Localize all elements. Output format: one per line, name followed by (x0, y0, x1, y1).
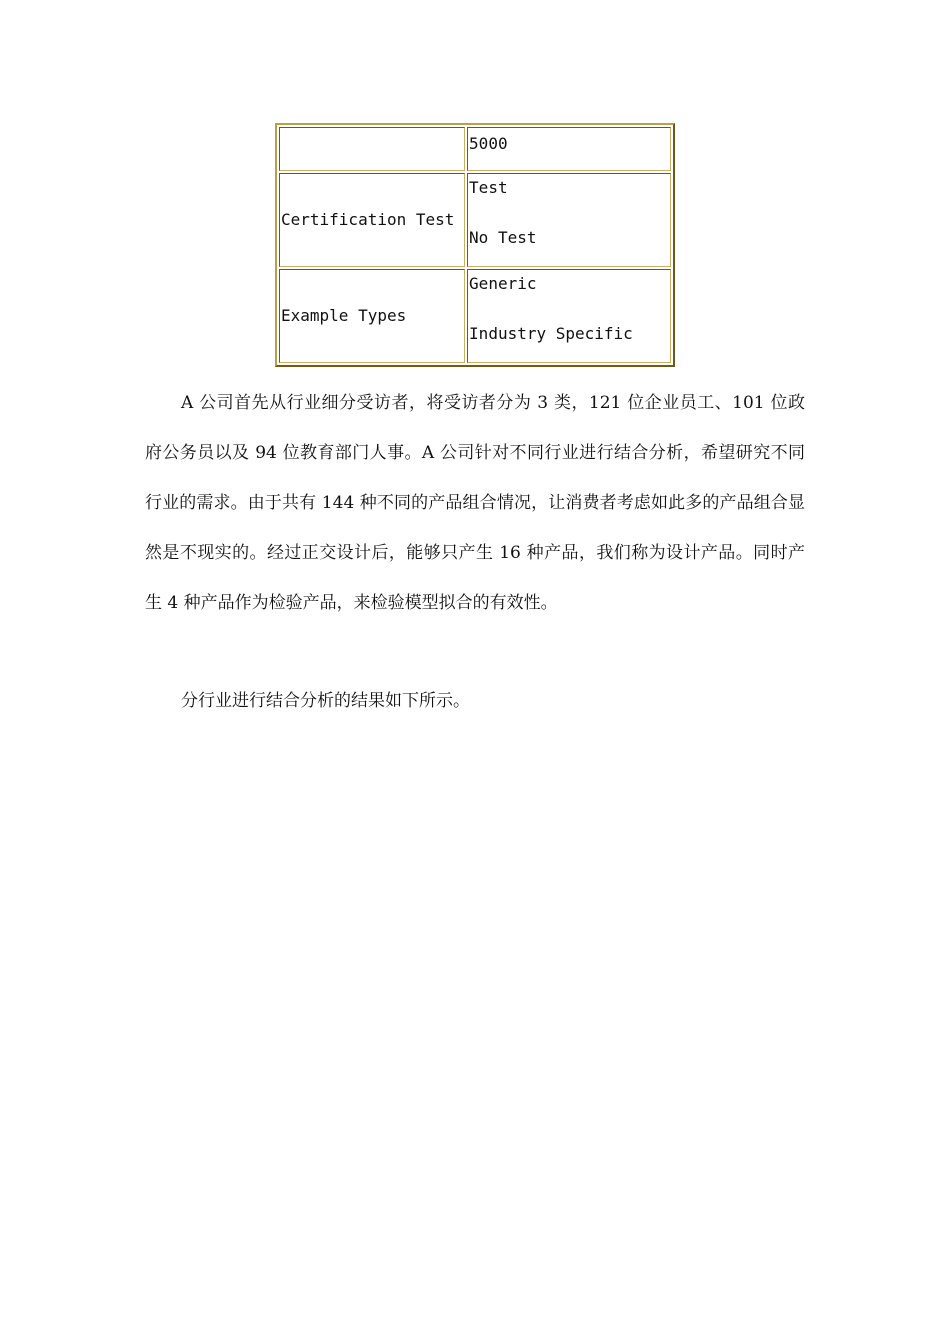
attribute-value-cell (467, 173, 671, 267)
attribute-level: 5000 (469, 134, 508, 153)
body-paragraph: A 公司首先从行业细分受访者，将受访者分为 3 类，121 位企业员工、101 位政府公务员以及 94 位教育部门人事。A 公司针对不同行业进行结合分析，希望研究不同行业的需求。由于共有 144 种不同的产品组合情况，让消费者考虑如此多的产品组合显然是不现实的。经过正交设计后，能够只产生 16 种产品，我们称为设计产品。同时产生 4 种产品作为检验产品，来检验模型拟合的有效性。 (145, 393, 805, 613)
table-row (279, 269, 671, 363)
attribute-value-cell (467, 127, 671, 171)
attribute-level: Industry Specific (469, 324, 633, 343)
body-paragraph: 分行业进行结合分析的结果如下所示。 (181, 691, 470, 711)
attribute-value-cell (467, 269, 671, 363)
attribute-table (275, 123, 675, 367)
attribute-level: Generic (469, 274, 537, 293)
attribute-label-cell: Example Types (279, 269, 465, 363)
table-row (279, 127, 671, 171)
attribute-label-cell: Certification Test (279, 173, 465, 267)
attribute-label-cell (279, 127, 465, 171)
table-row (279, 173, 671, 267)
attribute-level: Test (469, 178, 508, 197)
attribute-level: No Test (469, 228, 537, 247)
